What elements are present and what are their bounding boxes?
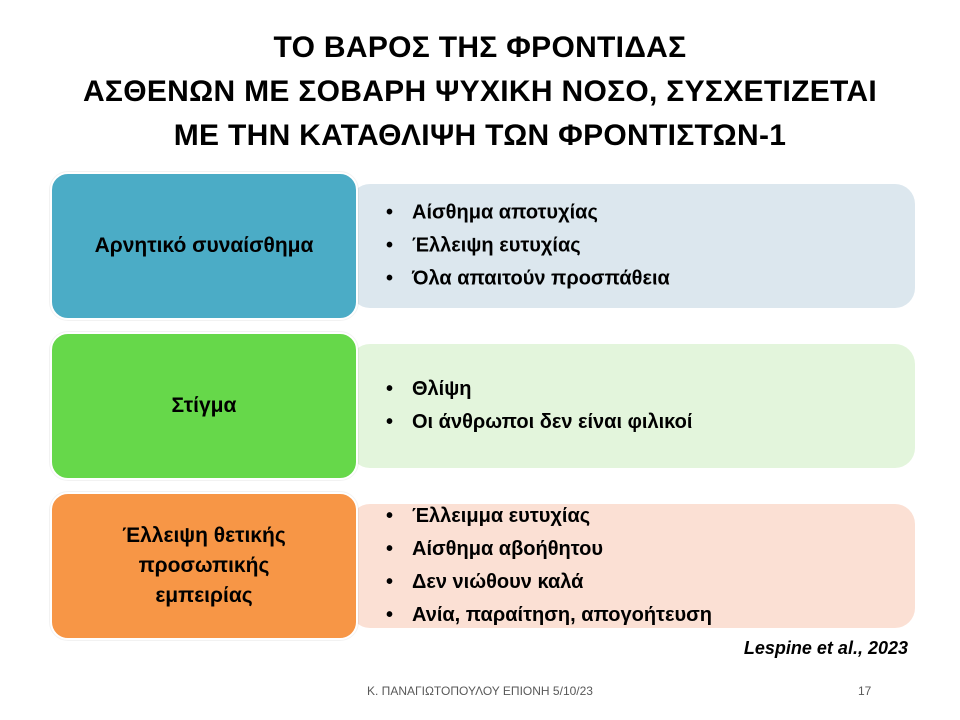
list-item: • Αίσθημα αποτυχίας xyxy=(386,197,670,230)
label-text: Στίγμα xyxy=(171,394,237,417)
bullet-list xyxy=(350,197,670,296)
bullet-list xyxy=(350,500,712,632)
list-item: • Θλίψη xyxy=(386,373,692,406)
title-line-2: ΑΣΘΕΝΩΝ ΜΕ ΣΟΒΑΡΗ ΨΥΧΙΚΗ ΝΟΣΟ, ΣΥΣΧΕΤΙΖΕΤΑΙ xyxy=(82,75,878,108)
list-item: • Δεν νιώθουν καλά xyxy=(386,566,712,599)
footer-text: Κ. ΠΑΝΑΓΙΩΤΟΠΟΥΛΟΥ ΕΠΙΟΝΗ 5/10/23 xyxy=(367,684,593,698)
label-text-line-3: εμπειρίας xyxy=(155,584,253,607)
slide-title xyxy=(40,26,920,158)
list-item: • Ανία, παραίτηση, απογοήτευση xyxy=(386,599,712,632)
panel-stigma xyxy=(350,344,915,468)
bullet-list xyxy=(350,373,692,439)
row-stigma xyxy=(50,332,915,480)
panel-lack-positive-experience xyxy=(350,504,915,628)
label-text-line-1: Έλλειψη θετικής xyxy=(122,524,286,547)
list-item: • Έλλειμμα ευτυχίας xyxy=(386,500,712,533)
row-negative-emotion xyxy=(50,172,915,320)
citation: Lespine et al., 2023 xyxy=(743,638,908,658)
row-lack-positive-experience xyxy=(50,492,915,640)
list-item: • Αίσθημα αβοήθητου xyxy=(386,533,712,566)
page-number: 17 xyxy=(858,684,872,698)
panel-negative-emotion xyxy=(350,184,915,308)
title-line-3: ΜΕ ΤΗΝ ΚΑΤΑΘΛΙΨΗ ΤΩΝ ΦΡΟΝΤΙΣΤΩΝ-1 xyxy=(173,119,787,152)
label-negative-emotion xyxy=(50,172,358,320)
title-line-1: ΤΟ ΒΑΡΟΣ ΤΗΣ ΦΡΟΝΤΙΔΑΣ xyxy=(273,31,687,64)
label-lack-positive-experience xyxy=(50,492,358,640)
label-stigma xyxy=(50,332,358,480)
list-item: • Όλα απαιτούν προσπάθεια xyxy=(386,263,670,296)
list-item: • Οι άνθρωποι δεν είναι φιλικοί xyxy=(386,406,692,439)
list-item: • Έλλειψη ευτυχίας xyxy=(386,230,670,263)
label-text-line-2: προσωπικής xyxy=(138,554,270,577)
label-text: Αρνητικό συναίσθημα xyxy=(94,234,314,257)
